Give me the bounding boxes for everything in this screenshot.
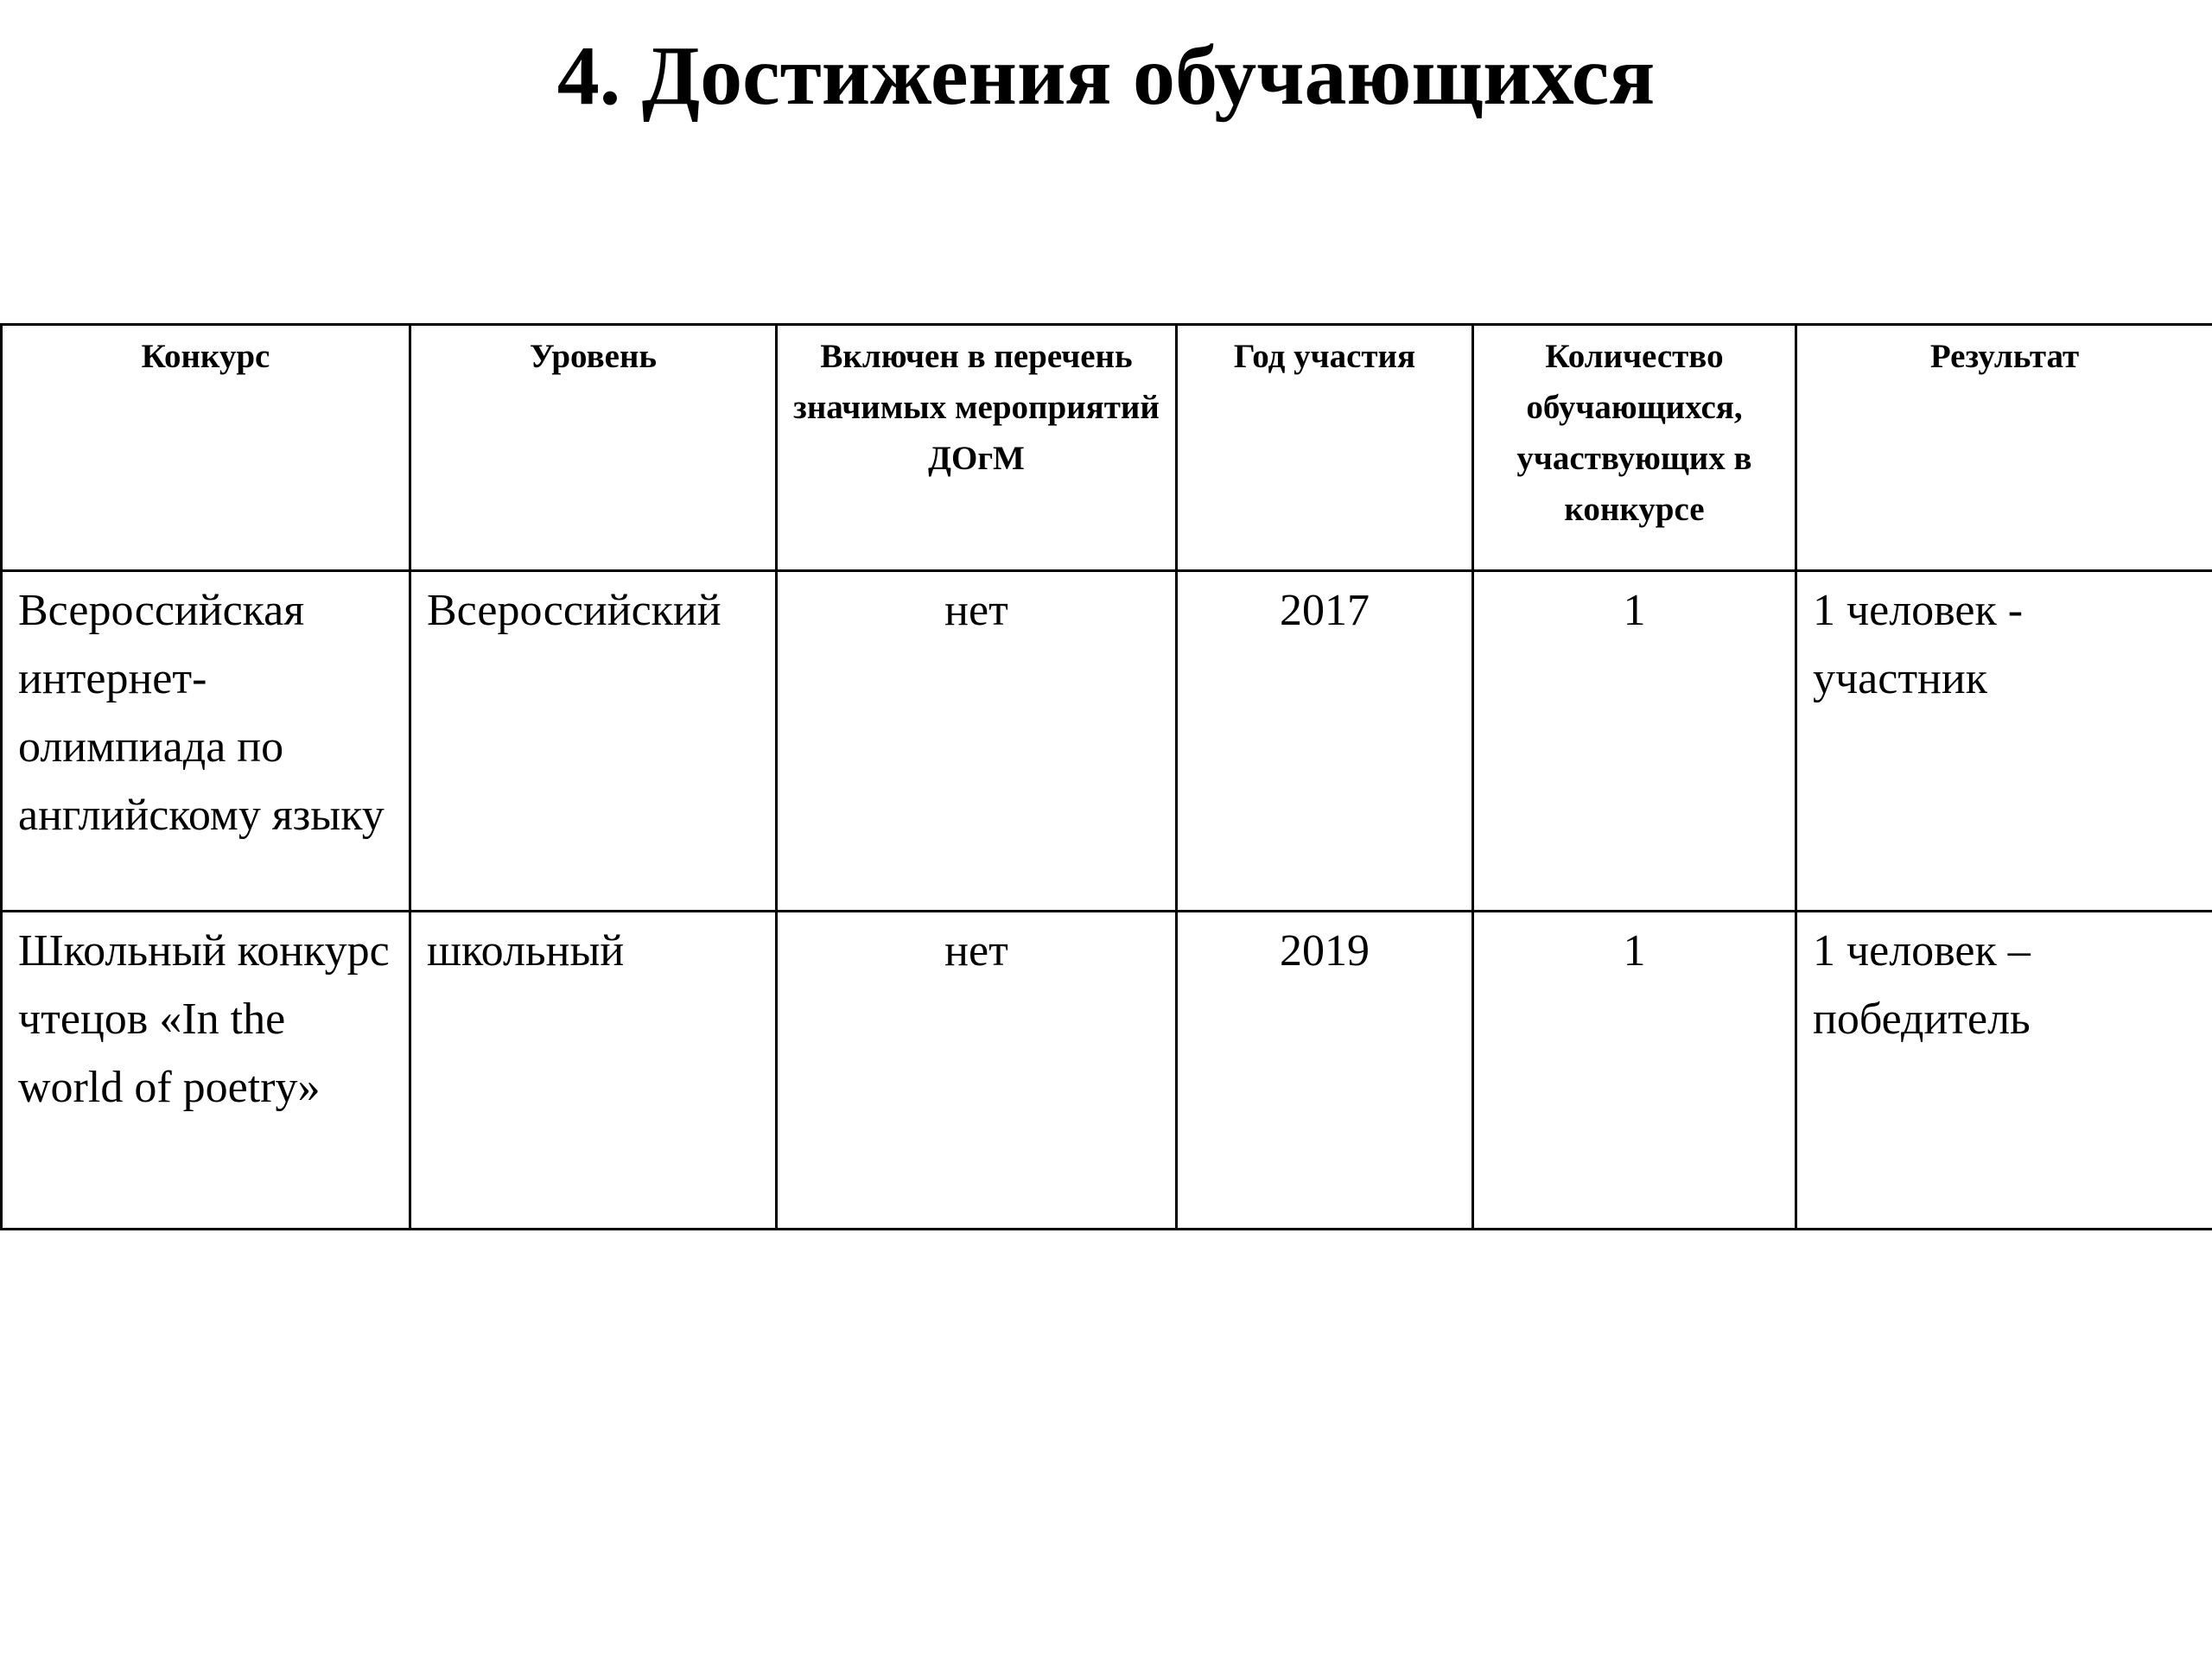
cell-student-count: 1: [1473, 912, 1796, 1230]
cell-student-count: 1: [1473, 571, 1796, 912]
cell-level: школьный: [410, 912, 777, 1230]
column-header-contest: Конкурс: [2, 325, 410, 571]
achievements-table: [0, 323, 2212, 1230]
column-header-year: Год участия: [1177, 325, 1473, 571]
column-header-level: Уровень: [410, 325, 777, 571]
table-row: [2, 571, 2212, 912]
cell-included-in-list: нет: [777, 912, 1177, 1230]
cell-contest: Школьный конкурс чтецов «In the world of poetry»: [2, 912, 410, 1230]
cell-result: 1 человек – победитель: [1796, 912, 2212, 1230]
cell-year: 2017: [1177, 571, 1473, 912]
cell-result: 1 человек - участник: [1796, 571, 2212, 912]
page-title: 4. Достижения обучающихся: [556, 29, 1656, 123]
cell-included-in-list: нет: [777, 571, 1177, 912]
column-header-student-count: Количество обучающихся, участвующих в конкурсе: [1473, 325, 1796, 571]
cell-year: 2019: [1177, 912, 1473, 1230]
table-row: [2, 912, 2212, 1230]
column-header-included-in-list: Включен в перечень значимых мероприятий ДОгМ: [777, 325, 1177, 571]
column-header-result: Результат: [1796, 325, 2212, 571]
cell-contest: Всероссийская интернет-олимпиада по английскому языку: [2, 571, 410, 912]
cell-level: Всероссийский: [410, 571, 777, 912]
table-header-row: [2, 325, 2212, 571]
